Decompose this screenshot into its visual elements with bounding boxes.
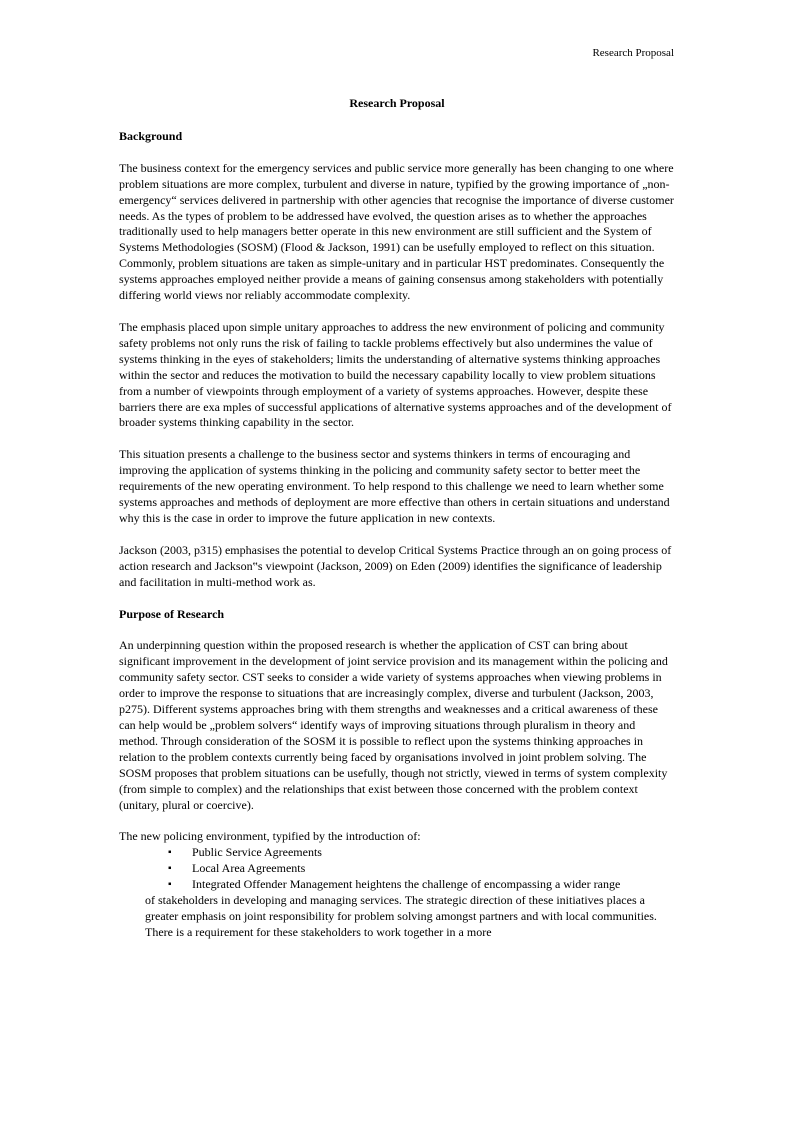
bullet-list (119, 845, 675, 893)
square-bullet-icon: ▪ (168, 879, 172, 891)
document-body (119, 96, 675, 957)
paragraph: This situation presents a challenge to the business sector and systems thinkers in terms of encouraging and improving the application of systems thinking in the policing and community safety sector to better meet the requirements of the new operating environment. To help respond to this challenge we need to learn whether some systems approaches and methods of deployment are more effective than others in certain situations and understand why this is the case in order to improve the future application in new contexts. (119, 447, 670, 525)
list-item (119, 877, 675, 893)
section-background (119, 129, 675, 591)
paragraph: An underpinning question within the proposed research is whether the application of CST can bring about significant improvement in the development of joint service provision and its management within the policing and community safety sector. CST seeks to consider a wide variety of systems approaches when viewing problems in order to improve the response to situations that are increasingly complex, diverse and turbulent (Jackson, 2003, p275). Different systems approaches bring with them strengths and weaknesses and a critical awareness of these can help would be „problem solvers“ identify ways of improving situations through pluralism in theory and method. Through consideration of the SOSM it is possible to reflect upon the systems thinking approaches in relation to the problem contexts currently being faced by organisations involved in joint problem solving. The SOSM proposes that problem situations can be usefully, though not strictly, viewed in terms of system complexity (from simple to complex) and the relationships that exist between those concerned with the problem context (unitary, plural or coercive). (119, 638, 668, 812)
section-heading-background: Background (119, 128, 183, 143)
square-bullet-icon: ▪ (168, 863, 172, 875)
list-item (119, 861, 675, 877)
paragraph-continuation: of stakeholders in developing and managing services. The strategic direction of these initiatives places a greater emphasis on joint responsibility for problem solving amongst partners and with local communities. There is a requirement for these stakeholders to work together in a more (145, 893, 657, 939)
list-item-text: Integrated Offender Management heightens the challenge of encompassing a wider range (192, 877, 621, 892)
paragraph: The emphasis placed upon simple unitary approaches to address the new environment of policing and community safety problems not only runs the risk of failing to tackle problems effectively but also undermines the value of systems thinking in the eyes of stakeholders; limits the understanding of alternative systems thinking approaches within the sector and reduces the motivation to build the necessary capability locally to view problem situations from a number of viewpoints through employment of a variety of systems approaches. However, despite these barriers there are exa mples of successful applications of alternative systems approaches and of the development of broader systems thinking capability in the sector. (119, 319, 672, 430)
paragraph: Jackson (2003, p315) emphasises the potential to develop Critical Systems Practice through an on going process of action research and Jackson‟s viewpoint (Jackson, 2009) on Eden (2009) identifies the significance of leadership and facilitation in multi-method work as. (119, 542, 672, 589)
list-intro: The new policing environment, typified by the introduction of: (119, 829, 421, 844)
section-purpose-of-research (119, 607, 675, 941)
running-header: Research Proposal (592, 47, 674, 59)
list-item-text: Public Service Agreements (192, 845, 322, 860)
list-item (119, 845, 675, 861)
paragraph: The business context for the emergency services and public service more generally has been changing to one where problem situations are more complex, turbulent and diverse in nature, typified by the growing importance of „non-emergency“ services delivered in partnership with other agencies that recognise the importance of diverse customer needs. As the types of problem to be addressed have evolved, the question arises as to whether the approaches traditionally used to help managers better operate in this new environment are still sufficient and the System of Systems Methodologies (SOSM) (Flood & Jackson, 1991) can be usefully employed to reflect on this situation. Commonly, problem situations are taken as simple-unitary and in particular HST predominates. Consequently the systems approaches employed neither provide a means of gaining consensus among stakeholders with potentially differing world views nor reliably accommodate complexity. (119, 160, 674, 303)
list-item-text: Local Area Agreements (192, 861, 306, 876)
square-bullet-icon: ▪ (168, 847, 172, 859)
section-heading-purpose: Purpose of Research (119, 606, 225, 621)
document-title: Research Proposal (349, 96, 445, 110)
